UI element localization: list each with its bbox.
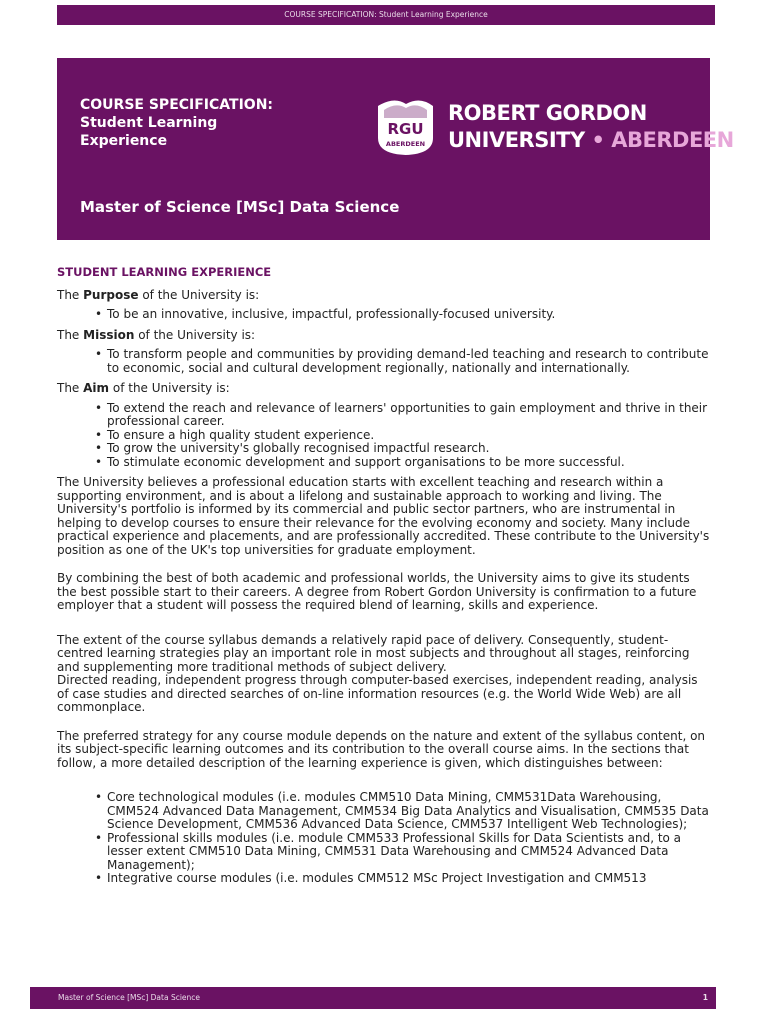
page-footer	[30, 987, 716, 1009]
paragraph: The extent of the course syllabus demands a relatively rapid pace of delivery. Consequently, student-centred learning strategies play an important role in most subjects and throughout all stages, reinforcing and supplementing more traditional methods of subject delivery.	[57, 632, 690, 674]
title-line: COURSE SPECIFICATION:	[80, 97, 274, 113]
logo-text-line1: ROBERT GORDON	[448, 101, 647, 125]
list-item: • To transform people and communities by providing demand-led teaching and research to contribute to economic, social and cultural development regionally, nationally and internationally.	[107, 348, 711, 375]
svg-text:RGU: RGU	[387, 120, 424, 138]
rgu-badge-icon	[376, 98, 435, 156]
logo-aberdeen-text: ABERDEEN	[611, 128, 734, 152]
mission-list	[57, 348, 711, 375]
paragraph: By combining the best of both academic and professional worlds, the University aims to give its students the best possible start to their careers. A degree from Robert Gordon University is confirmation to a future employer that a student will possess the required blend of learning, skills and experience.	[57, 571, 697, 612]
list-item: • To ensure a high quality student experience.	[107, 429, 711, 443]
page-number: 1	[702, 993, 708, 1002]
aim-list	[57, 402, 711, 470]
paragraph: The preferred strategy for any course module depends on the nature and extent of the syllabus content, on its subject-specific learning outcomes and its contribution to the overall course aims. In the sections that follow, a more detailed description of the learning experience is given, which distinguishes between:	[57, 728, 706, 770]
list-item: • To be an innovative, inclusive, impactful, professionally-focused university.	[107, 308, 711, 322]
paragraph: Directed reading, independent progress through computer-based exercises, independent reading, analysis of case studies and directed searches of on-line information resources (e.g. the World Wide Web) are all commonplace.	[57, 673, 698, 714]
course-name: Master of Science [MSc] Data Science	[80, 198, 400, 216]
title-banner	[57, 58, 734, 240]
document-title	[80, 96, 273, 150]
svg-text:ABERDEEN: ABERDEEN	[385, 140, 426, 148]
title-line: Student Learning	[80, 115, 218, 131]
title-line: Experience	[80, 133, 168, 149]
document-body	[57, 266, 711, 893]
list-item: • Integrative course modules (i.e. modules CMM512 MSc Project Investigation and CMM513	[107, 872, 711, 886]
list-item: • To stimulate economic development and support organisations to be more successful.	[107, 456, 711, 470]
aim-label: The Aim of the University is:	[57, 381, 230, 395]
purpose-label: The Purpose of the University is:	[57, 287, 260, 302]
logo-university-text: UNIVERSITY	[448, 128, 585, 152]
list-item: • Professional skills modules (i.e. module CMM533 Professional Skills for Data Scientists and, to a lesser extent CMM510 Data Mining, CMM531 Data Warehousing and CMM524 Advanced Data Management);	[107, 832, 711, 873]
list-item: • To grow the university's globally recognised impactful research.	[107, 442, 711, 456]
list-item: • To extend the reach and relevance of learners' opportunities to gain employment and thrive in their professional career.	[107, 402, 711, 429]
purpose-list	[57, 308, 711, 322]
mission-label: The Mission of the University is:	[57, 327, 256, 342]
paragraph: The University believes a professional education starts with excellent teaching and research within a supporting environment, and is about a lifelong and sustainable approach to working and living. The University's portfolio is informed by its commercial and public sector partners, who are instrumental in helping to develop courses to ensure their relevance for the evolving economy and society. Many include practical experience and placements, and are professionally accredited. These contribute to the University's position as one of the UK's top universities for graduate employment.	[57, 475, 710, 557]
logo-separator: •	[591, 128, 605, 152]
section-heading: STUDENT LEARNING EXPERIENCE	[57, 265, 272, 279]
footer-course-name: Master of Science [MSc] Data Science	[58, 993, 201, 1002]
logo-text-line2	[448, 128, 734, 152]
list-item: • Core technological modules (i.e. modules CMM510 Data Mining, CMM531Data Warehousing, CMM524 Advanced Data Management, CMM534 Big Data Analytics and Visualisation, CMM535 Data Science Development, CMM536 Advanced Data Science, CMM537 Intelligent Web Technologies);	[107, 791, 711, 832]
running-header: COURSE SPECIFICATION: Student Learning Experience	[57, 5, 715, 25]
university-logo	[376, 98, 734, 158]
module-list	[57, 791, 711, 886]
